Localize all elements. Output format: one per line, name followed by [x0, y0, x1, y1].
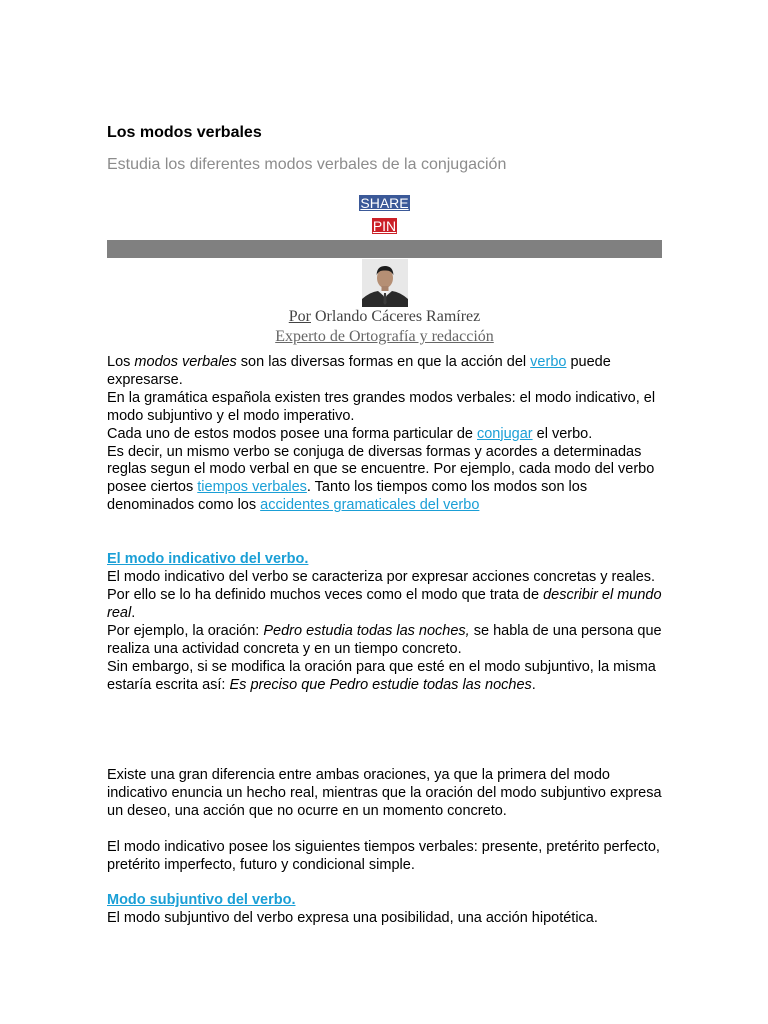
conjugar-link[interactable]: conjugar: [476, 425, 533, 442]
text: el verbo.: [532, 425, 593, 442]
text: El modo subjuntivo del verbo expresa una posibilidad, una acción hipotética.: [107, 909, 598, 926]
tiempos-verbales-link[interactable]: tiempos verbales: [197, 479, 307, 496]
verbo-link[interactable]: verbo: [530, 354, 567, 370]
text: se habla de una persona que realiza una actividad concreta y en un tiempo concreto.: [107, 622, 662, 657]
page-title: Los modos verbales: [107, 124, 262, 141]
author-name: Orlando Cáceres Ramírez: [310, 308, 481, 325]
subjuntivo-section: [107, 892, 662, 928]
pin-button[interactable]: PIN: [372, 218, 397, 234]
subjuntivo-heading-link[interactable]: Modo subjuntivo del verbo.: [107, 891, 296, 908]
text: Por ejemplo, la oración:: [107, 622, 264, 639]
article: [107, 122, 662, 928]
share-button[interactable]: SHARE: [360, 195, 409, 211]
text: son las diversas formas en que la acción del: [236, 354, 531, 370]
text-emphasis: describir el mundo real: [107, 586, 662, 621]
text: Los: [107, 354, 135, 370]
text: Es decir, un mismo verbo se conjuga de diversas formas y acordes a determinadas reglas segun el modo verbal en que se encuentre. Por ejemplo, cada modo del verbo posee ciertos: [107, 443, 655, 496]
text: Sin embargo, si se modifica la oración para que esté en el modo subjuntivo, la misma estaría escrita así:: [107, 658, 656, 693]
accidentes-gramaticales-link[interactable]: accidentes gramaticales del verbo: [260, 497, 480, 514]
diferencia-paragraph: Existe una gran diferencia entre ambas oraciones, ya que la primera del modo indicativo enuncia un hecho real, mientras que la oración del modo subjuntivo expresa un deseo, una acción que no ocurre en un momento concreto.: [107, 767, 662, 820]
share-buttons: [107, 194, 662, 237]
text: El modo indicativo del verbo se caracteriza por expresar acciones concretas y reales. Por ello se lo ha definido muchos veces como el modo que trata de: [107, 569, 656, 603]
tiempos-paragraph: El modo indicativo posee los siguientes tiempos verbales: presente, pretérito perfecto, pretérito imperfecto, futuro y condicional simple.: [107, 839, 660, 874]
text: puede expresarse.: [107, 354, 611, 388]
author-avatar: [362, 259, 408, 307]
indicativo-heading-link[interactable]: El modo indicativo del verbo.: [107, 551, 309, 568]
indicativo-section: [107, 551, 662, 694]
author-photo-wrap: [107, 259, 662, 307]
page-subtitle: Estudia los diferentes modos verbales de la conjugación: [107, 156, 507, 173]
author-role-link[interactable]: Experto de Ortografía y redacción: [275, 328, 494, 345]
text-emphasis: Pedro estudia todas las noches,: [263, 622, 470, 639]
text-emphasis: modos verbales: [134, 354, 237, 370]
text: .: [131, 604, 136, 621]
text: Cada uno de estos modos posee una forma particular de: [107, 425, 477, 442]
text-emphasis: Es preciso que Pedro estudie todas las noches: [229, 676, 532, 693]
divider-bar: [107, 240, 662, 258]
text: .: [531, 676, 536, 693]
author-por-link[interactable]: Por: [288, 308, 311, 325]
text: En la gramática española existen tres grandes modos verbales: el modo indicativo, el modo subjuntivo y el modo imperativo.: [107, 389, 656, 424]
author-byline: [107, 307, 662, 327]
intro-paragraph: [107, 354, 662, 515]
text: . Tanto los tiempos como los modos son los denominados como los: [107, 479, 588, 514]
